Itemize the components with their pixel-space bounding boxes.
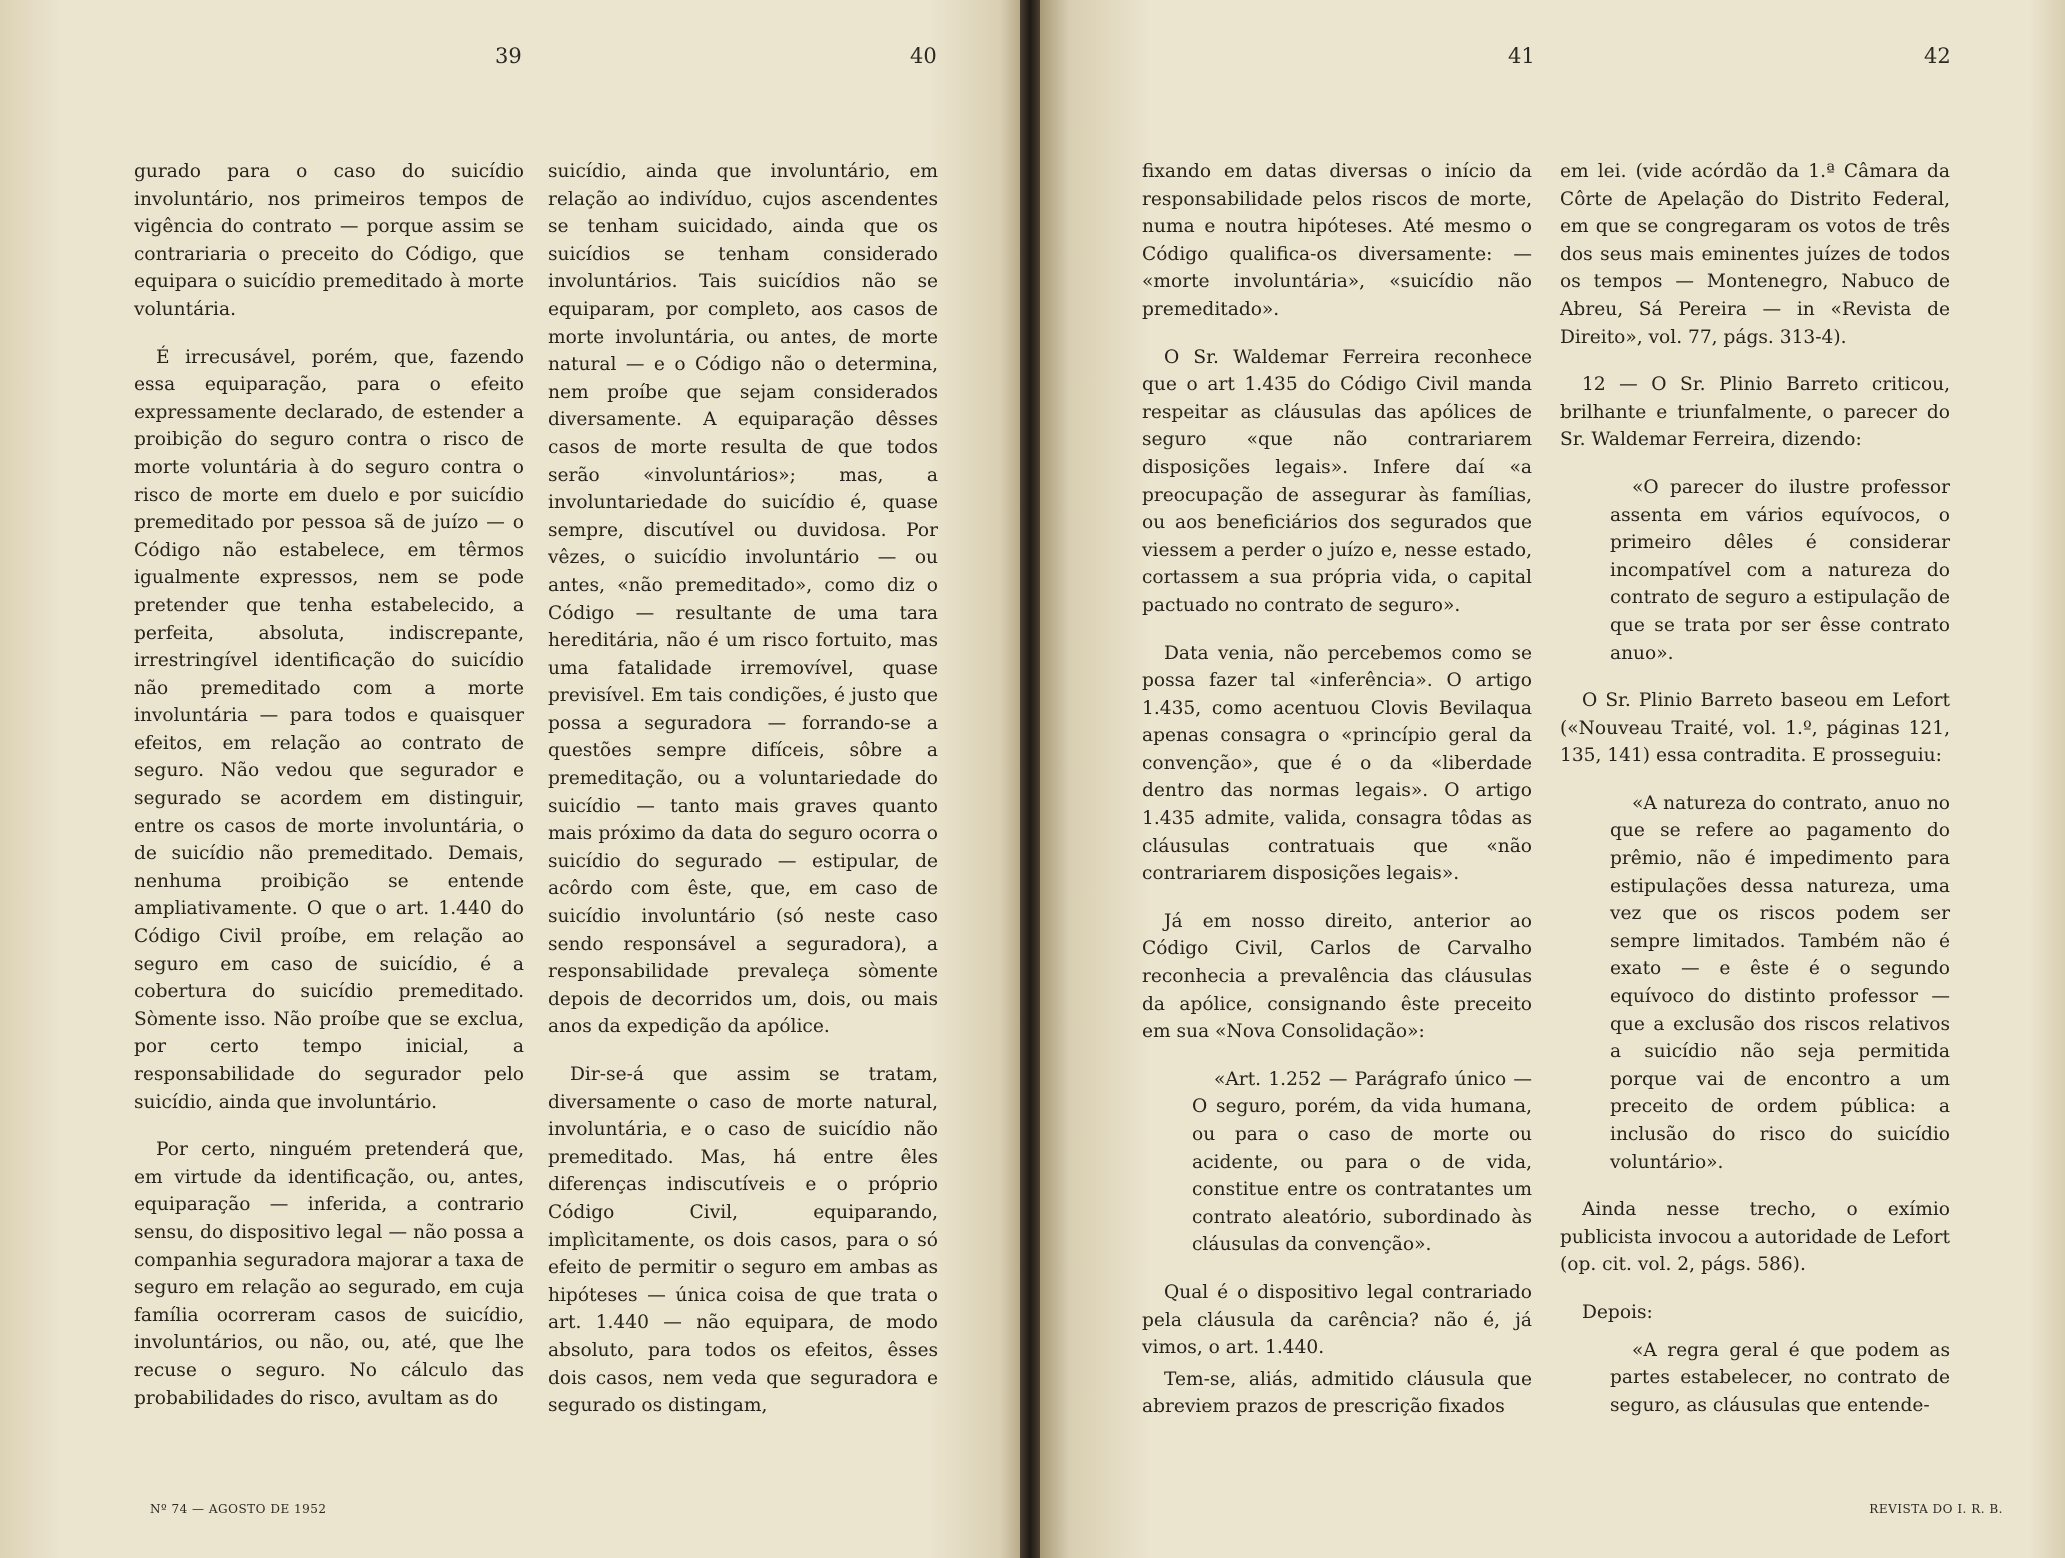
block-quote: «Art. 1.252 — Parágrafo único — O seguro, porém, da vida humana, ou para o caso de morte ou acidente, ou para o de vida, constitue entre os contratantes um contrato aleatório, subordinado às cláusulas da convenção». — [1192, 1068, 1532, 1256]
paragraph: Data venia, não percebemos como se possa fazer tal «inferência». O artigo 1.435, como acentuou Clovis Bevilaqua apenas consagra o «princípio geral da convenção», que é o da «liberdade dentro das normas legais». O artigo 1.435 admite, valida, consagra tôdas as cláusulas contratuais que «não contrariarem disposições legais». — [1142, 642, 1532, 885]
paragraph: fixando em datas diversas o início da responsabilidade pelos riscos de morte, numa e noutra hipóteses. Até mesmo o Código qualifica-os diversamente: — «morte involuntária», «suicídio não premeditado». — [1142, 161, 1532, 320]
page-number-42: 42 — [1924, 44, 1951, 68]
paragraph: Depois: — [1582, 1301, 1653, 1323]
footer-issue: Nº 74 — AGOSTO DE 1952 — [150, 1502, 327, 1516]
block-quote: «O parecer do ilustre professor assenta em vários equívocos, o primeiro dêles é considerar incompatível com a natureza do contrato de seguro a estipulação de que se trata por ser êsse contrato anuo». — [1610, 476, 1950, 664]
paragraph: Ainda nesse trecho, o exímio publicista invocou a autoridade de Lefort (op. cit. vol. 2, págs. 586). — [1560, 1199, 1950, 1276]
paragraph: O Sr. Plinio Barreto baseou em Lefort («Nouveau Traité, vol. 1.º, páginas 121, 135, 141) essa contradita. E prosseguiu: — [1560, 690, 1950, 767]
column-page-41 — [1142, 158, 1532, 1441]
paragraph: É irrecusável, porém, que, fazendo essa equiparação, para o efeito expressamente declarado, de estender a proibição do seguro contra o risco de morte voluntária à do seguro contra o risco de morte em duelo e por suicídio premeditado por pessoa sã de juízo — o Código não estabelece, em têrmos igualmente expressos, nem se pode pretender que tenha estabelecido, a perfeita, absoluta, indiscrepante, irrestringível identificação do suicídio não premeditado com a morte involuntária — para todos e quaisquer efeitos, em relação ao contrato de seguro. Não vedou que segurador e segurado se acordem em distinguir, entre os casos de morte involuntária, o de suicídio não premeditado. Demais, nenhuma proibição se entende ampliativamente. O que o art. 1.440 do Código Civil proíbe, em relação ao seguro em caso de suicídio, é a cobertura do suicídio premeditado. Sòmente isso. Não proíbe que se exclua, por certo tempo inicial, a responsabilidade do segurador pelo suicídio, ainda que involuntário. — [134, 346, 524, 1113]
right-page — [1040, 0, 2065, 1558]
block-quote: «A natureza do contrato, anuo no que se refere ao pagamento do prêmio, não é impedimento para estipulações dessa natureza, uma vez que os riscos podem ser sempre limitados. Também não é exato — e êste é o segundo equívoco do distinto professor — que a exclusão dos riscos relativos a suicídio não seja permitida porque vai de encontro a um preceito de ordem pública: a inclusão do risco do suicídio voluntário». — [1610, 792, 1950, 1173]
paragraph: em lei. (vide acórdão da 1.ª Câmara da Côrte de Apelação do Distrito Federal, em que se congregaram os votos de três dos seus mais eminentes juízes de todos os tempos — Montenegro, Nabuco de Abreu, Sá Pereira — in «Revista de Direito», vol. 77, págs. 313-4). — [1560, 161, 1950, 348]
block-quote: «A regra geral é que podem as partes estabelecer, no contrato de seguro, as cláusulas que entende- — [1610, 1339, 1950, 1416]
paragraph: Tem-se, aliás, admitido cláusula que abreviem prazos de prescrição fixados — [1142, 1368, 1532, 1418]
paragraph: Dir-se-á que assim se tratam, diversamente o caso de morte natural, involuntária, e o caso de suicídio não premeditado. Mas, há entre êles diferenças indiscutíveis e o próprio Código Civil, equiparando, implìcitamente, os dois casos, para o só efeito de permitir o seguro em ambas as hipóteses — única coisa de que trata o art. 1.440 — não equipara, de modo absoluto, para todos os efeitos, êsses dois casos, nem veda que seguradora e segurado os distingam, — [548, 1064, 938, 1417]
book-spine — [1020, 0, 1040, 1558]
left-page — [0, 0, 1020, 1558]
paragraph: 12 — O Sr. Plinio Barreto criticou, brilhante e triunfalmente, o parecer do Sr. Waldemar Ferreira, dizendo: — [1560, 374, 1950, 451]
page-number-41: 41 — [1508, 44, 1535, 68]
paragraph: Já em nosso direito, anterior ao Código Civil, Carlos de Carvalho reconhecia a prevalência das cláusulas da apólice, consignando êste preceito em sua «Nova Consolidação»: — [1142, 910, 1532, 1043]
page-number-40: 40 — [910, 44, 937, 68]
column-page-42 — [1560, 158, 1950, 1439]
paragraph: gurado para o caso do suicídio involuntário, nos primeiros tempos de vigência do contrato — porque assim se contrariaria o preceito do Código, que equipara o suicídio premeditado à morte voluntária. — [134, 161, 524, 320]
paragraph: Por certo, ninguém pretenderá que, em virtude da identificação, ou, antes, equiparação — inferida, a contrario sensu, do dispositivo legal — não possa a companhia seguradora majorar a taxa de seguro em relação ao segurado, em cuja família ocorreram casos de suicídio, involuntários, ou não, ou, até, que lhe recuse o seguro. No cálculo das probabilidades do risco, avultam as do — [134, 1139, 524, 1409]
footer-journal: REVISTA DO I. R. B. — [1869, 1502, 2003, 1516]
paragraph: O Sr. Waldemar Ferreira reconhece que o art 1.435 do Código Civil manda respeitar as cláusulas das apólices de seguro «que não contrariarem disposições legais». Infere daí «a preocupação de assegurar às famílias, ou aos beneficiários dos segurados que viessem a perder o juízo e, nesse estado, cortassem a sua própria vida, o capital pactuado no contrato de seguro». — [1142, 346, 1532, 616]
paragraph: suicídio, ainda que involuntário, em relação ao indivíduo, cujos ascendentes se tenham suicidado, ainda que os suicídios se tenham considerado involuntários. Tais suicídios não se equiparam, por completo, aos casos de morte involuntária, ou antes, de morte natural — e o Código não o determina, nem proíbe que sejam considerados diversamente. A equiparação dêsses casos de morte resulta de que todos serão «involuntários»; mas, a involuntariedade do suicídio é, quase sempre, discutível ou duvidosa. Por vêzes, o suicídio involuntário — ou antes, «não premeditado», como diz o Código — resultante de uma tara hereditária, não é um risco fortuito, mas uma fatalidade irremovível, quase previsível. Em tais condições, é justo que possa a seguradora — forrando-se a questões sempre difíceis, sôbre a premeditação, ou a voluntariedade do suicídio — tanto mais graves quanto mais próximo da data do seguro ocorra o suicídio do segurado — estipular, de acôrdo com êste, que, em caso de suicídio involuntário (só neste caso sendo responsável a seguradora), a responsabilidade prevaleça sòmente depois de decorridos um, dois, ou mais anos da expedição da apólice. — [548, 161, 938, 1038]
column-page-39 — [134, 158, 524, 1432]
page-number-39: 39 — [495, 44, 522, 68]
column-page-40 — [548, 158, 938, 1440]
paragraph: Qual é o dispositivo legal contrariado pela cláusula da carência? não é, já vimos, o art. 1.440. — [1142, 1281, 1532, 1359]
